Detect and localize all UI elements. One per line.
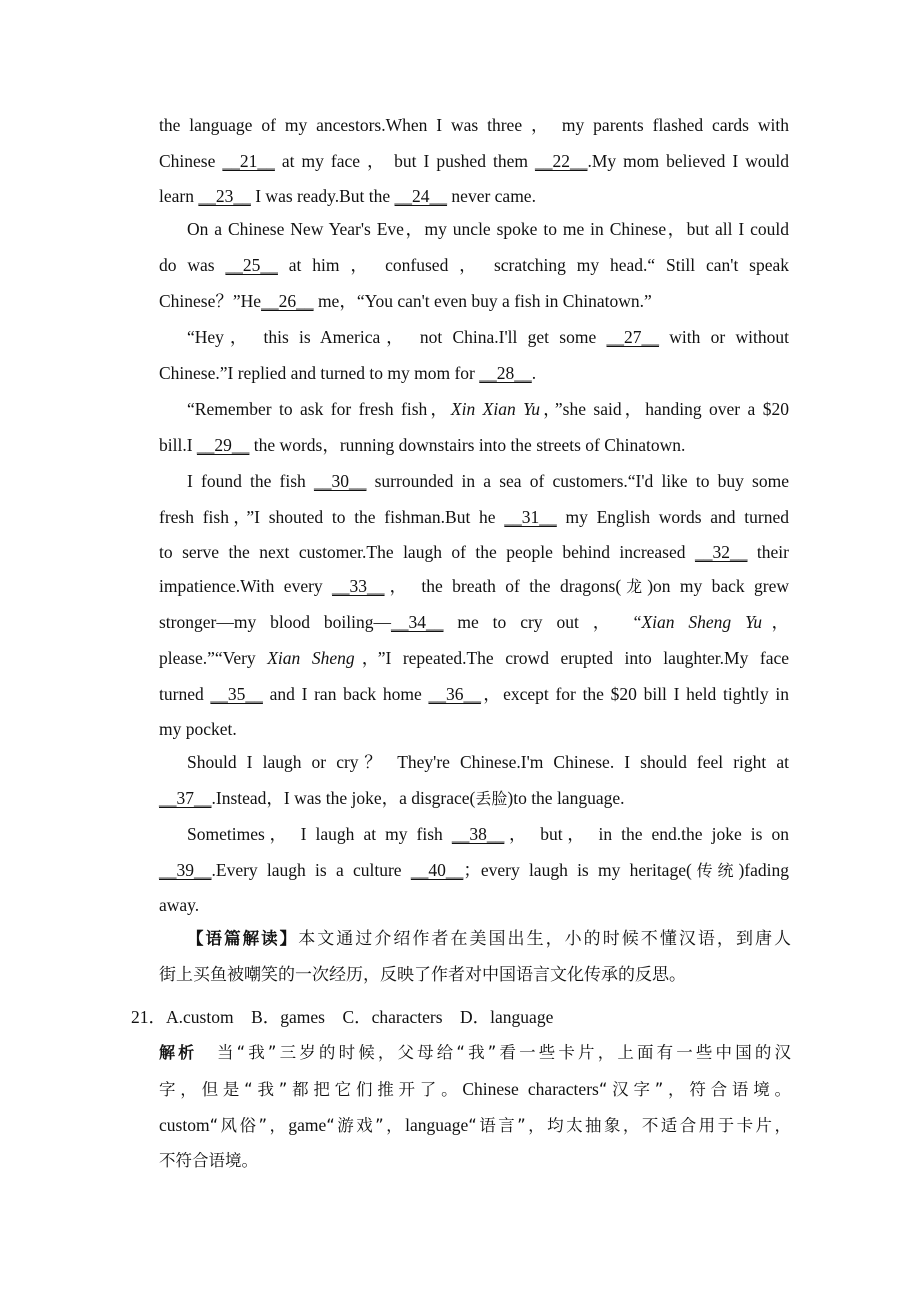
blank-27: __27__ <box>606 327 660 347</box>
passage-line: On a Chinese New Year's Eve，my uncle spoke to me in Chinese，but all I could <box>187 219 789 239</box>
blank-34: __34__ <box>390 612 444 632</box>
passage-line: __37__.Instead，I was the joke，a disgrace(丢脸)to the language. <box>159 788 625 808</box>
passage-line: turned __35__ and I ran back home __36__，except for the $20 bill I held tightly in <box>159 684 789 704</box>
passage-line: away. <box>159 895 200 915</box>
analysis-line: 不符合语境。 <box>159 1151 258 1170</box>
passage-line: impatience.With every __33__， the breath of the dragons(龙)on my back grew <box>159 576 790 596</box>
passage-line: my pocket. <box>159 719 237 739</box>
blank-40: __40__ <box>410 860 464 880</box>
question-21 <box>131 1002 791 1032</box>
passage-line: Chinese __21__ at my face ， but I pushed them __22__.My mom believed I would <box>159 151 789 171</box>
interpretation-line: 【语篇解读】本文通过介绍作者在美国出生，小的时候不懂汉语，到唐人 <box>187 929 792 949</box>
passage-line: do was __25__ at him ， confused ， scratching my head.“ Still can't speak <box>159 255 789 275</box>
analysis-label: 解析 <box>159 1043 198 1062</box>
interpretation-label: 【语篇解读】 <box>187 929 299 948</box>
passage-line: __39__.Every laugh is a culture __40__；every laugh is my heritage(传统)fading <box>159 860 789 880</box>
blank-36: __36__ <box>428 684 481 704</box>
interpretation-line: 街上买鱼被嘲笑的一次经历，反映了作者对中国语言文化传承的反思。 <box>159 965 686 985</box>
blank-21: __21__ <box>222 151 275 171</box>
passage-line: learn __23__ I was ready.But the __24__ never came. <box>159 186 536 206</box>
blank-33: __33__ <box>332 576 385 596</box>
blank-28: __28__ <box>479 363 532 383</box>
blank-24: __24__ <box>394 186 448 206</box>
passage-line: to serve the next customer.The laugh of the people behind increased __32__ their <box>159 542 789 562</box>
blank-35: __35__ <box>210 684 263 704</box>
blank-32: __32__ <box>694 542 748 562</box>
blank-22: __22__ <box>534 151 588 171</box>
blank-38: __38__ <box>451 824 505 844</box>
question-number: 21． <box>131 1007 166 1027</box>
passage-line: I found the fish __30__ surrounded in a sea of customers.“I'd like to buy some <box>187 471 789 491</box>
blank-26: __26__ <box>261 291 314 311</box>
passage-line: Chinese？”He__26__ me，“You can't even buy a fish in Chinatown.” <box>159 291 652 311</box>
passage-line: please.”“Very Xian Sheng，”I repeated.The crowd erupted into laughter.My face <box>159 648 790 668</box>
passage-line: bill.I __29__ the words，running downstairs into the streets of Chinatown. <box>159 435 686 455</box>
analysis-line: custom“风俗”，game“游戏”，language“语言”，均太抽象，不适合用于卡片， <box>159 1115 791 1135</box>
passage-line: “Hey， this is America， not China.I'll get some __27__ with or without <box>187 327 790 347</box>
passage-line: Chinese.”I replied and turned to my mom for __28__. <box>159 363 537 383</box>
blank-31: __31__ <box>504 507 557 527</box>
passage-line: the language of my ancestors.When I was three ， my parents flashed cards with <box>159 115 789 135</box>
blank-37: __37__ <box>159 788 212 808</box>
blank-30: __30__ <box>313 471 367 491</box>
blank-39: __39__ <box>159 860 212 880</box>
passage-line: “Remember to ask for fresh fish，Xin Xian Yu，”she said，handing over a $20 <box>187 399 790 419</box>
analysis-line: 解析 当“我”三岁的时候，父母给“我”看一些卡片，上面有一些中国的汉 <box>159 1043 791 1062</box>
passage-line: fresh fish，”I shouted to the fishman.But he __31__ my English words and turned <box>159 507 789 527</box>
analysis-line: 字，但是“我”都把它们推开了。Chinese characters“汉字”，符合语境。 <box>159 1079 791 1099</box>
question-options: A.custom B．games C．characters D．language <box>166 1007 554 1027</box>
passage-line: Sometimes， I laugh at my fish __38__， but， in the end.the joke is on <box>187 824 789 844</box>
blank-29: __29__ <box>196 435 250 455</box>
passage-line: stronger—my blood boiling—__34__ me to cry out ， “Xian Sheng Yu， <box>159 612 790 632</box>
blank-25: __25__ <box>225 255 278 275</box>
passage-line: Should I laugh or cry？ They're Chinese.I'm Chinese. I should feel right at <box>187 752 789 772</box>
blank-23: __23__ <box>198 186 251 206</box>
